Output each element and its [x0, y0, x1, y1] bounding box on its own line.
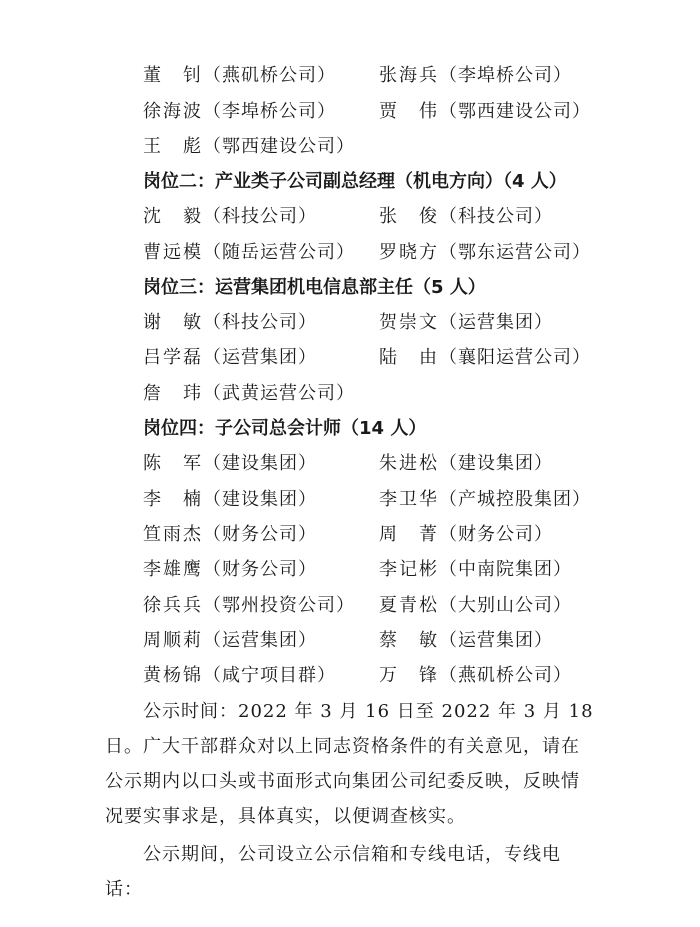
list-item: [143, 60, 663, 92]
person-name: 李 楠: [143, 489, 203, 510]
person-name: 万 锋: [379, 665, 439, 686]
list-item: [143, 448, 663, 480]
person-name: 周 菁: [379, 524, 439, 545]
person-org: （鄂东运营公司）: [439, 242, 591, 263]
list-item: [143, 554, 663, 586]
list-item: [143, 660, 663, 692]
person-name: 王 彪: [143, 136, 203, 157]
list-item: [143, 131, 663, 163]
person-org: （襄阳运营公司）: [439, 347, 591, 368]
person-name: 沈 毅: [143, 206, 203, 227]
list-item: [143, 201, 663, 233]
person-name: 贾 伟: [379, 101, 439, 122]
person-name: 詹 玮: [143, 383, 203, 404]
person-org: （燕矶桥公司）: [203, 65, 336, 86]
person-name: 周顺莉: [143, 630, 203, 651]
list-item: [143, 307, 663, 339]
list-item: [143, 625, 663, 657]
person-org: （财务公司）: [203, 559, 317, 580]
section-heading: 岗位三：运营集团机电信息部主任（5 人）: [143, 277, 486, 298]
list-item: [143, 342, 663, 374]
section-heading: 岗位四：子公司总会计师（14 人）: [143, 418, 427, 439]
person-org: （鄂西建设公司）: [439, 101, 591, 122]
list-item: [143, 590, 663, 622]
person-name: 徐兵兵: [143, 595, 203, 616]
person-org: （咸宁项目群）: [203, 665, 336, 686]
person-name: 李记彬: [379, 559, 439, 580]
person-org: （财务公司）: [439, 524, 553, 545]
person-name: 吕学磊: [143, 347, 203, 368]
notice-paragraph: 公示期间，公司设立公示信箱和专线电话，专线电话：: [105, 844, 561, 900]
person-name: 夏青松: [379, 595, 439, 616]
person-org: （科技公司）: [203, 312, 317, 333]
list-item: [143, 237, 663, 269]
person-org: （建设集团）: [203, 489, 317, 510]
person-org: （武黄运营公司）: [203, 383, 355, 404]
person-org: （李埠桥公司）: [439, 65, 572, 86]
person-org: （科技公司）: [203, 206, 317, 227]
person-org: （鄂州投资公司）: [203, 595, 355, 616]
person-name: 李雄鹰: [143, 559, 203, 580]
person-org: （运营集团）: [439, 312, 553, 333]
person-name: 贺崇文: [379, 312, 439, 333]
person-name: 陈 军: [143, 453, 203, 474]
person-org: （李埠桥公司）: [203, 101, 336, 122]
person-org: （科技公司）: [439, 206, 553, 227]
person-name: 董 钊: [143, 65, 203, 86]
person-org: （鄂西建设公司）: [203, 136, 355, 157]
person-name: 徐海波: [143, 101, 203, 122]
person-org: （运营集团）: [203, 347, 317, 368]
notice-paragraph: 公示时间：2022 年 3 月 16 日至 2022 年 3 月 18 日。广大干部群众对以上同志资格条件的有关意见，请在公示期内以口头或书面形式向集团公司纪委反映，反映情况要实事求是，具体真实，以便调查核实。: [105, 701, 594, 827]
section-heading: 岗位二：产业类子公司副总经理（机电方向）（4 人）: [143, 171, 567, 192]
person-name: 张 俊: [379, 206, 439, 227]
person-org: （产城控股集团）: [439, 489, 591, 510]
list-item: [143, 519, 663, 551]
list-item: [143, 378, 663, 410]
person-org: （建设集团）: [439, 453, 553, 474]
person-name: 谢 敏: [143, 312, 203, 333]
person-org: （中南院集团）: [439, 559, 572, 580]
person-name: 笪雨杰: [143, 524, 203, 545]
list-item: [143, 484, 663, 516]
person-org: （运营集团）: [439, 630, 553, 651]
person-name: 张海兵: [379, 65, 439, 86]
person-name: 曹远模: [143, 242, 203, 263]
person-name: 李卫华: [379, 489, 439, 510]
person-org: （燕矶桥公司）: [439, 665, 572, 686]
person-name: 罗晓方: [379, 242, 439, 263]
person-org: （财务公司）: [203, 524, 317, 545]
person-org: （运营集团）: [203, 630, 317, 651]
person-org: （建设集团）: [203, 453, 317, 474]
person-name: 朱进松: [379, 453, 439, 474]
person-name: 蔡 敏: [379, 630, 439, 651]
list-item: [143, 96, 663, 128]
person-name: 黄杨锦: [143, 665, 203, 686]
person-org: （随岳运营公司）: [203, 242, 355, 263]
person-name: 陆 由: [379, 347, 439, 368]
person-org: （大别山公司）: [439, 595, 572, 616]
